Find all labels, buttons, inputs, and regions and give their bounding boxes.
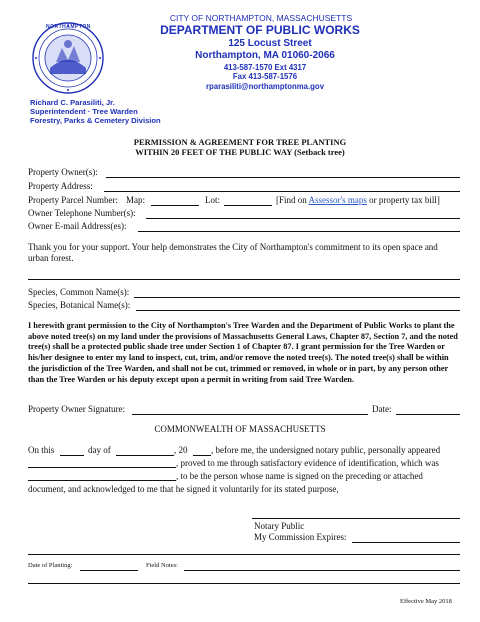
find-prefix: [Find on [276,195,309,205]
owner-field[interactable] [106,177,460,178]
city-seal-icon [32,22,104,94]
assessors-maps-link[interactable]: Assessor's maps [308,195,367,205]
year-prefix: , 20 [174,445,188,455]
email-address[interactable]: rparasiliti@northamptonma.gov [205,82,325,91]
date-label: Date: [372,404,392,414]
official-title: Superintendent · Tree Warden [30,107,138,116]
signature-label: Property Owner Signature: [28,404,125,414]
field-notes-field[interactable] [184,570,460,571]
map-field[interactable] [151,205,199,206]
signature-field[interactable] [132,414,368,415]
notary-public-label: Notary Public [254,521,305,531]
fax-number: Fax 413-587-1576 [232,72,298,81]
document-text: document, and acknowledged to me that he signed it voluntarily for its stated purpose, [28,484,339,494]
before-me-text: , before me, the undersigned notary public, personally appeared [211,445,441,455]
email-label: Owner E-mail Address(es): [28,221,127,231]
effective-date: Effective May 2018 [400,598,452,605]
official-division: Forestry, Parks & Cemetery Division [30,116,161,125]
commission-expires-field[interactable] [352,542,460,543]
seal-lettering: NORTHAMPTON [46,24,91,30]
tree-description-field[interactable] [28,279,460,280]
lot-field[interactable] [224,205,272,206]
official-name: Richard C. Parasiliti, Jr. [30,98,115,107]
commission-expires-label: My Commission Expires: [254,532,347,542]
day-of-label: day of [88,445,111,455]
on-this-label: On this [28,445,55,455]
appeared-name-field[interactable] [28,467,176,468]
identification-field[interactable] [28,480,176,481]
thanks-paragraph: Thank you for your support. Your help demonstrates the City of Northampton's commitment to its open space and urban forest. [28,242,438,263]
month-field[interactable] [116,455,174,456]
lot-label: Lot: [205,195,220,205]
year-field[interactable] [193,455,211,456]
permission-paragraph: I herewith grant permission to the City of Northampton's Tree Warden and the Department of Public Works to plant the above noted tree(s) on my land under the provisions of Massachusetts General Laws, Chapter 87, Section 7, and the noted tree(s) shall be a protected public shade tree under Section 1 of Chapter 87. I grant permission for the Tree Warden or his/her designee to enter my land to inspect, cut, trim, and/or remove the noted tree(s). The noted tree(s) shall be within the jurisdiction of the Tree Warden, and shall not be cut, trimmed or removed, in whole or in part, by any person other than the Tree Warden or his deputy except upon a permit in writing from said Tree Warden. [28,321,458,384]
date-field[interactable] [396,414,460,415]
planting-date-field[interactable] [80,570,138,571]
owner-label: Property Owner(s): [28,167,98,177]
field-notes-line2[interactable] [28,583,460,584]
species-common-label: Species, Common Name(s): [28,287,130,297]
notary-signature-field[interactable] [252,518,460,519]
person-text: , to be the person whose name is signed on the preceding or attached [176,471,423,481]
email-field[interactable] [138,231,460,232]
form-title-line2: WITHIN 20 FEET OF THE PUBLIC WAY (Setback tree) [135,147,345,157]
address-field[interactable] [104,191,460,192]
proved-text: , proved to me through satisfactory evidence of identification, which was [176,458,439,468]
telephone-label: Owner Telephone Number(s): [28,208,136,218]
city-name: CITY OF NORTHAMPTON, MASSACHUSETTS [169,13,353,23]
phone-number: 413-587-1570 Ext 4317 [223,63,307,72]
city-state-zip: Northampton, MA 01060-2066 [195,50,335,61]
field-notes-label: Field Notes: [146,562,178,569]
species-botanical-label: Species, Botanical Name(s): [28,300,131,310]
find-note [276,195,440,206]
department-name: DEPARTMENT OF PUBLIC WORKS [160,23,360,37]
address-label: Property Address: [28,181,93,191]
planting-date-label: Date of Planting: [28,562,73,569]
telephone-field[interactable] [146,218,460,219]
find-suffix: or property tax bill] [366,195,440,205]
map-label: Map: [126,195,145,205]
parcel-label: Property Parcel Number: [28,195,118,205]
commonwealth-heading: COMMONWEALTH OF MASSACHUSETTS [154,424,326,434]
day-field[interactable] [60,455,84,456]
form-title-line1: PERMISSION & AGREEMENT FOR TREE PLANTING [133,137,347,147]
footer-divider [28,554,460,555]
species-botanical-field[interactable] [136,310,460,311]
species-common-field[interactable] [134,297,460,298]
street-address: 125 Locust Street [228,38,312,49]
